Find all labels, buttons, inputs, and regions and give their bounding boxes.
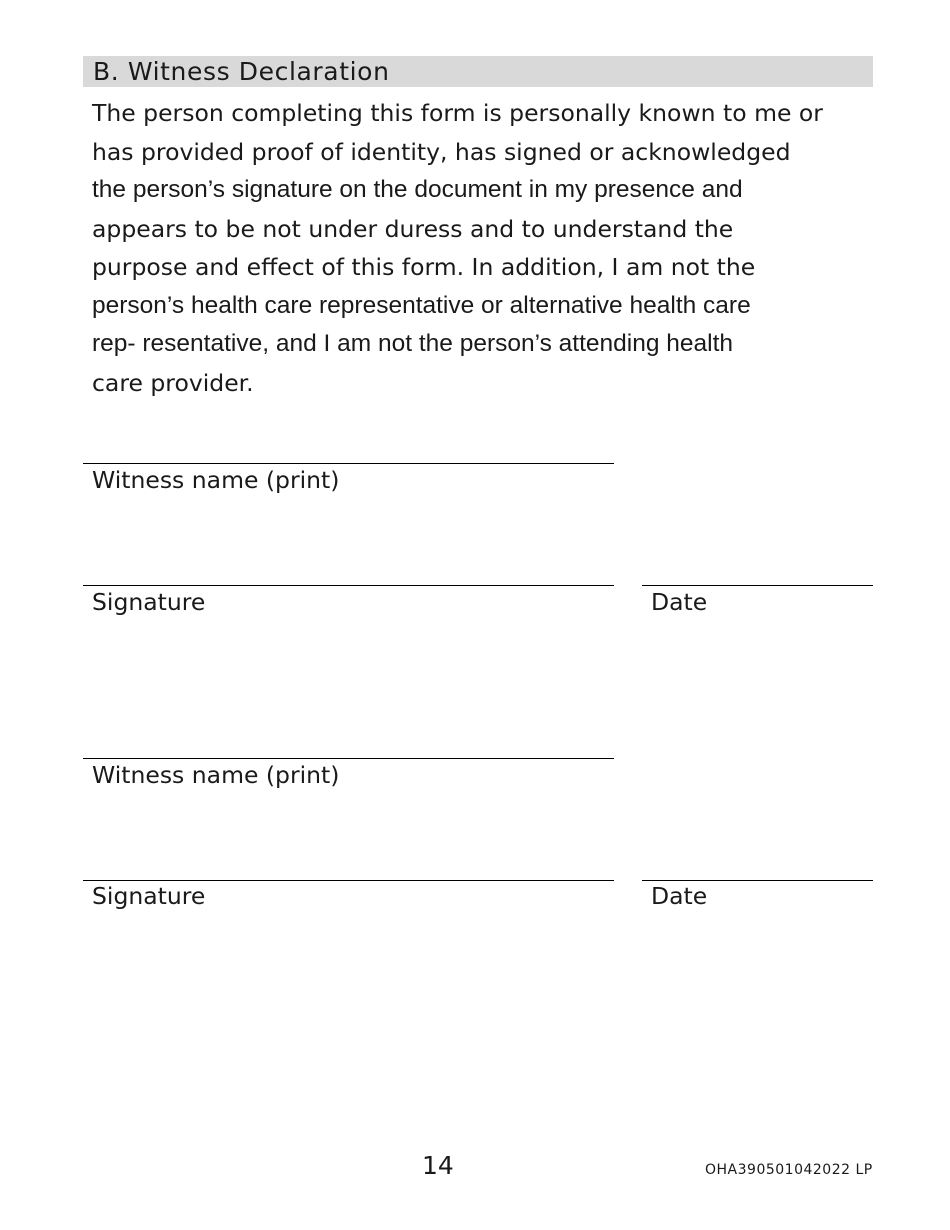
witness-1-signature-field[interactable]	[83, 585, 614, 586]
declaration-line: the person’s signature on the document in my presence and	[92, 176, 743, 203]
page-number: 14	[422, 1151, 454, 1180]
section-title: B. Witness Declaration	[93, 57, 390, 86]
witness-2-signature-label: Signature	[92, 882, 206, 910]
section-header	[83, 56, 873, 87]
witness-1-name-field[interactable]	[83, 463, 614, 464]
witness-1-signature-label: Signature	[92, 588, 206, 616]
declaration-line: The person completing this form is personally known to me or	[92, 99, 823, 127]
witness-1-date-label: Date	[651, 588, 708, 616]
witness-1-name-label: Witness name (print)	[92, 466, 340, 494]
form-code: OHA390501042022 LP	[705, 1162, 873, 1178]
witness-declaration-text	[92, 94, 882, 402]
witness-1-date-field[interactable]	[642, 585, 873, 586]
declaration-line: purpose and effect of this form. In addition, I am not the	[92, 253, 756, 281]
witness-2-name-field[interactable]	[83, 758, 614, 759]
declaration-line: person’s health care representative or alternative health care	[92, 291, 751, 319]
witness-2-name-label: Witness name (print)	[92, 761, 340, 789]
declaration-line: appears to be not under duress and to understand the	[92, 214, 734, 243]
declaration-line: rep- resentative, and I am not the person’s attending health	[92, 330, 734, 357]
declaration-line: has provided proof of identity, has signed or acknowledged	[92, 137, 791, 166]
witness-2-date-label: Date	[651, 882, 708, 910]
declaration-line: care provider.	[92, 368, 254, 397]
